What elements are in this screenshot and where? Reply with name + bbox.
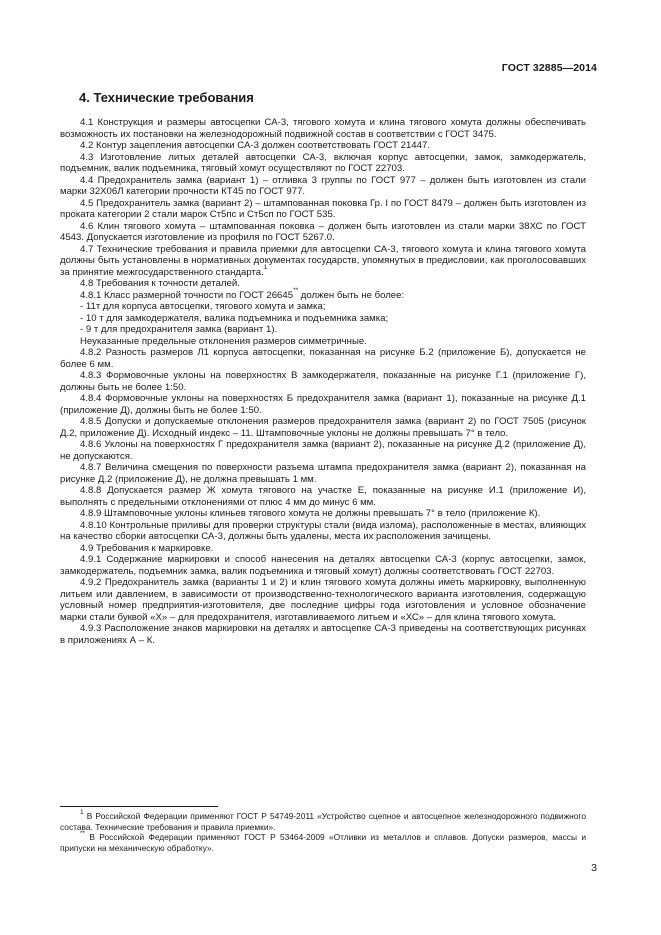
paragraph-4-8-8: 4.8.8 Допускается размер Ж хомута тягового на участке Е, показанные на рисунке И.1 (приложение И), выполнять с предельными отклонениями от плюс 4 мм до минус 6 мм. xyxy=(60,485,586,508)
footnote-text: В Российской Федерации применяют ГОСТ Р 53464-2009 «Отливки из металлов и сплавов. Допуски размеров, массы и припуски на механическую обработку». xyxy=(60,832,586,853)
paragraph-4-9: 4.9 Требования к маркировке. xyxy=(80,542,214,554)
paragraph-4-9-1: 4.9.1 Содержание маркировки и способ нанесения на деталях автосцепки СА-3 (корпус автосцепки, замок, замкодержатель, подъемник замка, валик подъемника и тяговый хомут) должны соответствовать ГОСТ 22703. xyxy=(60,554,586,577)
paragraph-4-8-1-text: 4.8.1 Класс размерной точности по ГОСТ 26645 xyxy=(80,289,294,301)
paragraph-4-3: 4.3 Изготовление литых деталей автосцепки СА-3, включая корпус автосцепки, замок, замкодержатель, подъемник, валик подъемника, тяговый хомут осуществляют по ГОСТ 22703. xyxy=(60,151,586,174)
paragraph-4-8: 4.8 Требования к точности деталей. xyxy=(80,278,240,289)
paragraph-4-2: 4.2 Контур зацепления автосцепки СА-3 должен соответствовать ГОСТ 21447. xyxy=(80,140,430,151)
footnote-mark: ** xyxy=(80,830,86,838)
paragraph-tolerance-note: Неуказанные предельные отклонения размеров симметричные. xyxy=(80,335,367,347)
page-number: 3 xyxy=(591,862,597,874)
paragraph-4-8-7: 4.8.7 Величина смещения по поверхности разъема штампа предохранителя замка (вариант 2), показанная на рисунке Д.2 (приложение Д), не должна превышать 1 мм. xyxy=(60,462,586,485)
paragraph-4-9-3: 4.9.3 Расположение знаков маркировки на деталях и автосцепке СА-3 приведены на соответствующих рисунках в приложениях А – К. xyxy=(60,623,586,646)
list-item: - 11т для корпуса автосцепки, тягового хомута и замка; xyxy=(80,301,326,312)
paragraph-4-8-5: 4.8.5 Допуски и допускаемые отклонения размеров предохранителя замка (вариант 2) по ГОСТ 7505 (рисунок Д.2, приложение Д). Исходный индекс – 11. Штамповочные уклоны не должны превышать 7° в тело. xyxy=(60,416,586,439)
footnote-mark: 1 xyxy=(80,809,84,817)
list-item: - 9 т для предохранителя замка (вариант 1). xyxy=(80,324,278,335)
footnote-text: В Российской Федерации применяют ГОСТ Р 54749-2011 «Устройство сцепное и автосцепное железнодорожного подвижного состава. Технические требования и правила приемки». xyxy=(60,811,586,832)
paragraph-4-8-1-tail: должен быть не более: xyxy=(298,289,405,301)
paragraph-4-8-9: 4.8.9 Штамповочные уклоны клиньев тягового хомута не должны превышать 7° в тело (приложение К). xyxy=(80,508,541,519)
footnote-ref-1: 1 xyxy=(263,264,268,272)
list-item: - 10 т для замкодержателя, валика подъемника и подъемника замка; xyxy=(80,312,389,324)
paragraph-4-1: 4.1 Конструкция и размеры автосцепки СА-3, тягового хомута и клина тягового хомута должны обеспечивать возможность их постановки на железнодорожный подвижной состав в соответствии с ГОСТ 3475. xyxy=(60,117,586,140)
paragraph-4-7-text: 4.7 Технические требования и правила приемки для автосцепки СА-3, тягового хомута и клина тягового хомута должны быть установлены в нормативных документах государств, упомянутых в предисловии, как проголосовавших за принятие межгосударственного стандарта. xyxy=(60,243,586,278)
footnote-2 xyxy=(60,832,586,853)
paragraph-4-8-1 xyxy=(60,287,586,302)
footnote-divider xyxy=(60,806,218,807)
paragraph-4-8-4: 4.8.4 Формовочные уклоны на поверхностях Б предохранителя замка (вариант 1), показанные на рисунке Д.1 (приложение Д), должны быть не более 1:50. xyxy=(60,393,586,416)
standard-header: ГОСТ 32885—2014 xyxy=(501,62,597,74)
paragraph-4-6: 4.6 Клин тягового хомута – штампованная поковка – должен быть изготовлен из стали марки 38ХС по ГОСТ 4543. Допускается изготовление из профиля по ГОСТ 5267.0. xyxy=(60,220,586,243)
paragraph-4-8-3: 4.8.3 Формовочные уклоны на поверхностях В замкодержателя, показанные на рисунке Г.1 (приложение Г), должны быть не более 1:50. xyxy=(60,370,586,393)
footnote-ref-2: ** xyxy=(293,287,299,295)
paragraph-4-7 xyxy=(60,244,586,279)
footnotes xyxy=(60,811,586,853)
paragraph-4-8-2: 4.8.2 Разность размеров Л1 корпуса автосцепки, показанная на рисунке Б.2 (приложение Б), допускается не более 6 мм. xyxy=(60,347,586,370)
paragraph-4-9-2: 4.9.2 Предохранитель замка (варианты 1 и 2) и клин тягового хомута должны иметь маркировку, выполненную литьем или давлением, в зависимости от производственно-технологического варианта изготовления, содержащую условный номер предприятия-изготовителя, две последние цифры года изготовления и условное обозначение марки стали буквой «Х» – для предохранителя, изготавливаемого литьем и «ХС» – для клина тягового хомута. xyxy=(60,577,586,623)
paragraph-4-8-10: 4.8.10 Контрольные приливы для проверки структуры стали (вида излома), расположенные в местах, влияющих на качество сборки автосцепки СА-3, должны быть удалены, места их расположения зачищены. xyxy=(60,519,586,542)
body-text xyxy=(60,117,586,646)
footnote-1 xyxy=(60,811,586,832)
paragraph-4-5: 4.5 Предохранитель замка (вариант 2) – штампованная поковка Гр. I по ГОСТ 8479 – должен быть изготовлен из проката категории 2 стали марок Ст5пс и Ст5сп по ГОСТ 535. xyxy=(60,197,586,220)
paragraph-4-8-6: 4.8.6 Уклоны на поверхностях Г предохранителя замка (вариант 2), показанные на рисунке Д.2 (приложение Д), не допускаются. xyxy=(60,439,586,462)
section-title: 4. Технические требования xyxy=(79,90,254,105)
paragraph-4-4: 4.4 Предохранитель замка (вариант 1) – отливка 3 группы по ГОСТ 977 – должен быть изготовлен из стали марки 32Х06Л категории прочности КТ45 по ГОСТ 977. xyxy=(60,174,586,197)
